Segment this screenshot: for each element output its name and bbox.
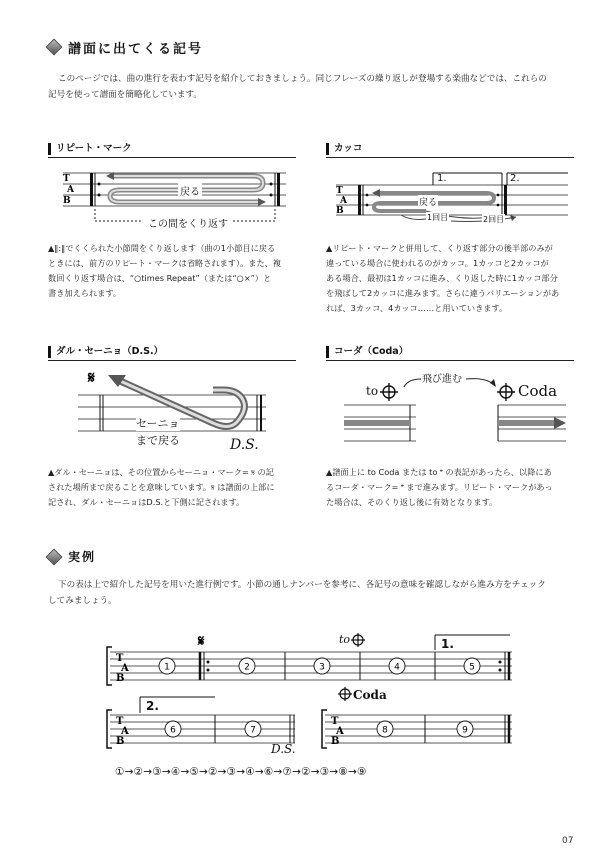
coda-jump-label: 飛び進む [422,374,462,385]
example-line-1: 下の表は上で紹介した記号を用いた進行例です。小節の通しナンバーを参考に、各記号の意味を確認しながら進み方をチェック [58,580,546,590]
example-to-label: to [339,633,351,646]
page-title: 譜面に出てくる記号 [68,42,204,57]
kakko-diagram [326,163,576,233]
svg-text:3: 3 [319,662,325,673]
svg-text:5: 5 [469,662,475,673]
coda-label: Coda [518,382,558,400]
svg-text:A: A [121,663,129,674]
repeat-between-label: この間をくり返す [148,219,228,230]
repeat-heading-rule [48,157,296,158]
example-line-2: してみましょう。 [48,596,117,606]
svg-text:T: T [331,716,339,727]
kakko-caption-4: を飛ばして2カッコに進みます。さらに違うバリエーションがあ [326,288,560,298]
svg-text:9: 9 [462,725,468,736]
repeat-caption-2: ときには、前方のリピート・マークは省略されます）。また、複 [48,258,282,268]
svg-text:A: A [340,196,347,206]
kakko-heading-rule [326,157,574,158]
ds-heading-rule [48,360,296,361]
page-number: 07 [562,836,574,846]
kakko-two-label: 2. [510,173,520,184]
ds-caption-1: ▲ダル・セーニョは、その位置からセーニョ・マーク= 𝄋 の記 [48,467,274,477]
example-diamond-icon [46,549,63,566]
kakko-second-label: 2回目 [483,215,505,224]
coda-heading: コーダ（Coda） [326,346,408,358]
repeat-caption-4: 書き加えられます。 [48,288,122,298]
svg-text:8: 8 [382,725,388,736]
svg-text:7: 7 [250,725,256,736]
svg-text:B: B [116,736,125,747]
ds-heading: ダル・セーニョ（D.S.） [48,346,163,358]
repeat-caption-3: 数回くり返す場合は、“○times Repeat”（または“○×”）と [48,273,272,283]
section-diamond-icon [46,39,63,56]
kakko-one-label: 1. [437,173,447,184]
svg-text:B: B [116,673,125,684]
intro-line-1: このページでは、曲の進行を表わす記号を紹介しておきましょう。同じフレーズの繰り返しが登場する楽曲などでは、これらの [58,74,547,84]
svg-text:6: 6 [170,725,176,736]
svg-text:B: B [336,206,344,216]
repeat-back-label: 戻る [178,183,202,198]
svg-text:T: T [116,716,124,727]
svg-text:T: T [63,174,70,184]
svg-text:1: 1 [164,662,170,673]
example-sequence: ①→②→③→④→⑤→②→③→④→⑥→⑦→②→③→⑧→⑨ [115,766,367,778]
kakko-caption-1: ▲リピート・マークと併用して、くり返す部分の後半部のみが [326,243,553,253]
svg-text:T: T [116,653,124,664]
repeat-caption-1: ▲‖:‖でくくられた小節間をくり返します（曲の1小節目に戻る [48,243,276,253]
ds-back-label-1: セーニョ [136,417,180,430]
svg-text:T: T [336,186,343,196]
ds-label: D.S. [230,437,259,453]
kakko-first-label: 1回目 [427,213,449,222]
coda-heading-rule [326,360,574,361]
example-title: 実例 [68,550,97,564]
coda-to-label: to [366,384,379,398]
kakko-caption-3: ある場合、最初は1カッコに進み、くり返した時に1カッコ部分 [326,273,558,283]
example-ending-2: 2. [146,699,159,713]
svg-text:𝄋: 𝄋 [88,368,95,387]
svg-text:B: B [331,736,340,747]
svg-text:2: 2 [244,662,250,673]
ds-caption-2: された場所まで戻ることを意味しています。𝄋 は譜面の上部に [48,482,275,492]
svg-text:A: A [121,726,129,737]
svg-text:𝄋: 𝄋 [198,632,205,650]
ds-caption-3: 記され、ダル・セーニョはD.S.と下側に記されます。 [48,497,245,507]
kakko-heading: カッコ [326,143,362,155]
ds-back-label-2: まで戻る [136,434,180,447]
example-score [100,625,520,765]
example-ending-1: 1. [441,637,454,651]
svg-text:A: A [67,185,74,195]
intro-line-2: 記号を使って譜面を簡略化しています。 [48,90,203,100]
kakko-back-label: 戻る [418,195,438,208]
svg-text:4: 4 [394,662,400,673]
svg-text:A: A [336,726,344,737]
example-coda-label: Coda [353,688,387,702]
coda-caption-1: ▲譜面上に to Coda または to 𝄌 の表記があったら、以降にあ [326,467,552,477]
svg-text:B: B [63,196,71,206]
example-ds-label: D.S. [271,742,296,756]
repeat-heading: リピート・マーク [48,143,132,155]
coda-caption-3: た場合は、そのくり返し後に有効となります。 [326,497,498,507]
kakko-caption-2: 違っている場合に使われるのがカッコ。1カッコと2カッコが [326,258,549,268]
kakko-caption-5: れば、3カッコ、4カッコ……と用いていきます。 [326,303,508,313]
coda-caption-2: るコーダ・マーク= 𝄌 まで進みます。リピート・マークがあっ [326,482,553,492]
